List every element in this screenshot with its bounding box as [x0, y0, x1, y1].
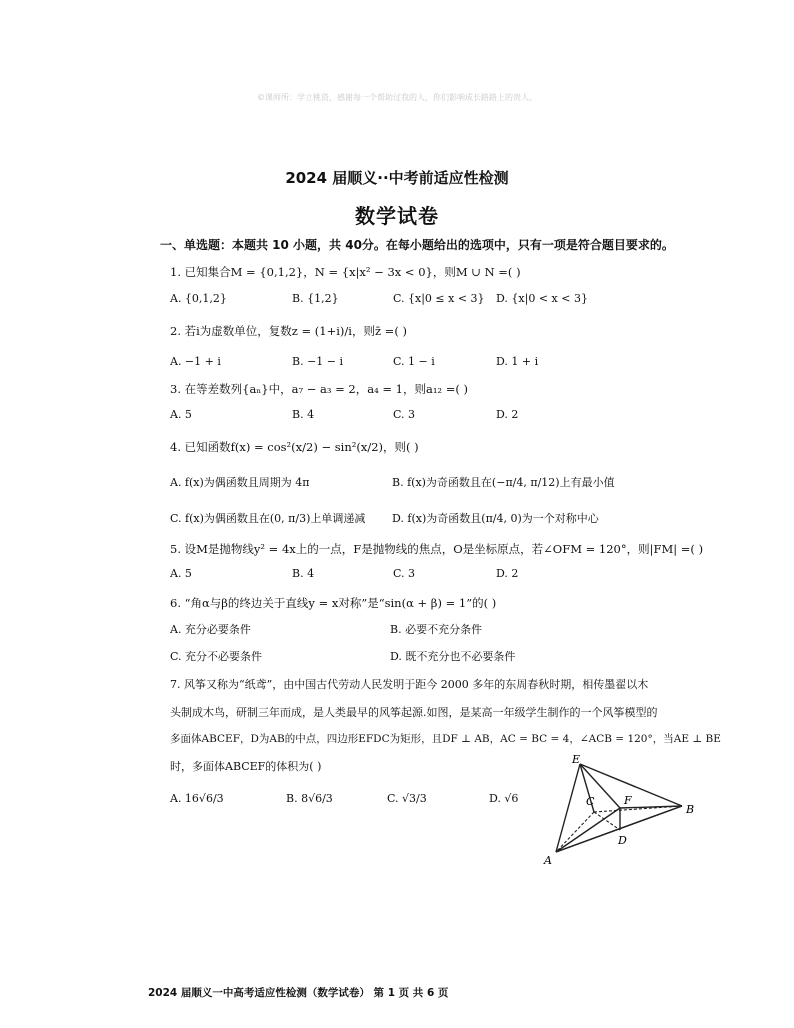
polyhedron-diagram	[538, 750, 708, 868]
question-7-option-c: C. √3/3	[387, 792, 427, 805]
question-2-option-c: C. 1 − i	[393, 355, 435, 368]
question-5-option-a: A. 5	[170, 567, 192, 580]
question-7-option-d: D. √6	[489, 792, 519, 805]
label-b: B	[686, 803, 695, 816]
label-d: D	[618, 834, 627, 847]
question-7-stem-line-4: 时，多面体ABCEF的体积为( )	[170, 760, 322, 773]
question-6-stem: 6. “角α与β的终边关于直线y = x对称”是“sin(α + β) = 1”的( )	[170, 596, 497, 610]
question-1-stem: 1. 已知集合M = {0,1,2}，N = {x|x² − 3x < 0}，则M ∪ N =( )	[170, 265, 521, 279]
label-a: A	[544, 854, 552, 867]
question-2-option-b: B. −1 − i	[292, 355, 344, 368]
question-4-option-c: C. f(x)为偶函数且在(0, π/3)上单调递减	[170, 512, 366, 525]
question-6-option-d: D. 既不充分也不必要条件	[390, 650, 516, 663]
question-1-option-c: C. {x|0 ≤ x < 3}	[393, 292, 485, 305]
question-3-option-b: B. 4	[292, 408, 315, 421]
edge-cd-hidden	[594, 812, 620, 830]
page-footer: 2024 届顺义一中高考适应性检测（数学试卷） 第 1 页 共 6 页	[148, 987, 449, 999]
question-4-stem: 4. 已知函数f(x) = cos²(x/2) − sin²(x/2)，则( )	[170, 440, 419, 454]
exam-subject: 数学试卷	[355, 204, 439, 228]
question-2-option-a: A. −1 + i	[170, 355, 221, 368]
label-e: E	[572, 753, 581, 766]
question-6-option-b: B. 必要不充分条件	[390, 623, 483, 636]
question-4-option-d: D. f(x)为奇函数且(π/4, 0)为一个对称中心	[392, 512, 599, 525]
question-5-stem: 5. 设M是抛物线y² = 4x上的一点，F是抛物线的焦点，O是坐标原点，若∠OFM = 120°，则|FM| =( )	[170, 542, 704, 556]
section-heading: 一、单选题：本题共 10 小题，共 40分。在每小题给出的选项中，只有一项是符合题目要求的。	[160, 238, 674, 252]
question-3-option-a: A. 5	[170, 408, 192, 421]
question-5-option-b: B. 4	[292, 567, 315, 580]
question-2-stem: 2. 若i为虚数单位，复数z = (1+i)/i，则z̄ =( )	[170, 324, 407, 338]
question-4-option-a: A. f(x)为偶函数且周期为 4π	[170, 476, 310, 489]
question-2-option-d: D. 1 + i	[496, 355, 539, 368]
label-c: C	[586, 795, 595, 808]
question-3-option-d: D. 2	[496, 408, 519, 421]
question-5-option-d: D. 2	[496, 567, 519, 580]
question-6-option-c: C. 充分不必要条件	[170, 650, 263, 663]
watermark-text: ©课师所：学立桃资，感谢每一个帮助过我的人，你们影响成长路路上的贵人。	[257, 93, 537, 102]
question-7-stem-line-1: 7. 风筝又称为“纸鸢”，由中国古代劳动人民发明于距今 2000 多年的东周春秋时期，相传墨翟以木	[170, 678, 649, 691]
polyhedron-figure	[538, 750, 708, 868]
question-1-option-b: B. {1,2}	[292, 292, 339, 305]
question-3-stem: 3. 在等差数列{aₙ}中，a₇ − a₃ = 2，a₄ = 1，则a₁₂ =( )	[170, 382, 468, 396]
question-1-option-a: A. {0,1,2}	[170, 292, 227, 305]
label-f: F	[624, 794, 632, 807]
question-7-stem-line-2: 头制成木鸟，研制三年而成，是人类最早的风筝起源.如图，是某高一年级学生制作的一个风筝模型的	[170, 706, 658, 719]
question-4-option-b: B. f(x)为奇函数且在(−π/4, π/12)上有最小值	[392, 476, 615, 489]
question-5-option-c: C. 3	[393, 567, 416, 580]
question-6-option-a: A. 充分必要条件	[170, 623, 251, 636]
question-1-option-d: D. {x|0 < x < 3}	[496, 292, 588, 305]
question-7-option-a: A. 16√6/3	[170, 792, 224, 805]
question-3-option-c: C. 3	[393, 408, 416, 421]
question-7-stem-line-3: 多面体ABCEF，D为AB的中点，四边形EFDC为矩形，且DF ⊥ AB，AC = BC = 4，∠ACB = 120°，当AE ⊥ BE	[170, 733, 721, 745]
question-7-option-b: B. 8√6/3	[286, 792, 333, 805]
exam-title: 2024 届顺义··中考前适应性检测	[285, 169, 509, 187]
